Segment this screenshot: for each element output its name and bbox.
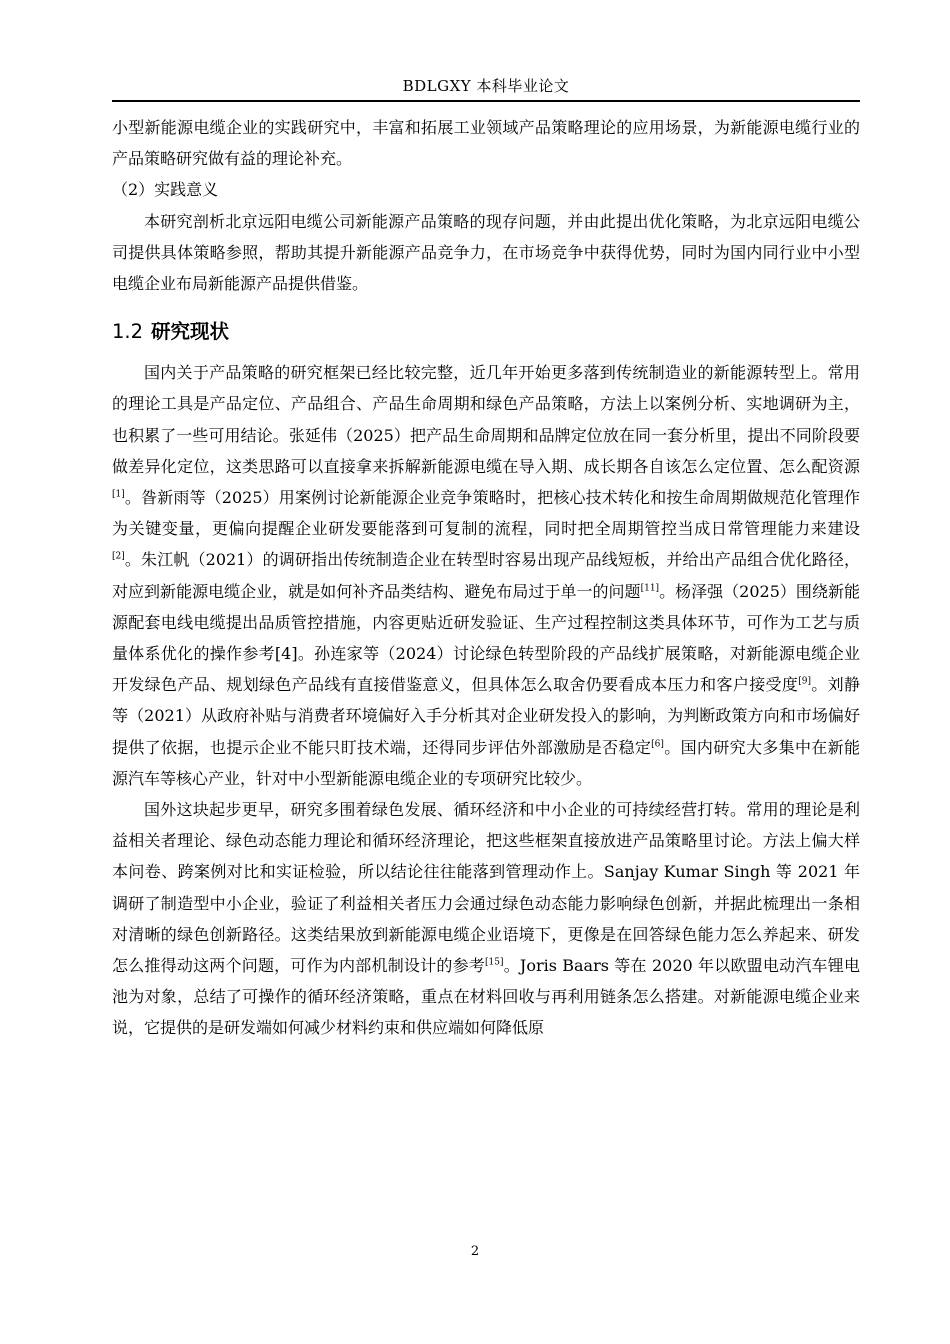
citation: [9] (798, 676, 811, 687)
section-number: 1.2 (112, 320, 144, 344)
text-run: 。朱江帆（2021）的调研指出传统制造企业在转型时容易出现产品线短板，并给出产品组合优化路径，对应到新能源电缆企业，就是如何补齐品类结构、避免布局过于单一的问题 (112, 550, 860, 601)
citation: [1] (112, 489, 125, 500)
paragraph-domestic-research (112, 357, 860, 794)
citation: [6] (651, 739, 664, 750)
text-run: 。刘静等（2021）从政府补贴与消费者环境偏好入手分析其对企业研发投入的影响，为判断政策方向和市场偏好提供了依据，也提示企业不能只盯技术端，还得同步评估外部激励是否稳定 (112, 675, 860, 757)
paragraph-foreign-research (112, 794, 860, 1044)
text-run: 。国内研究大多集中在新能源汽车等核心产业，针对中小型新能源电缆企业的专项研究比较少。 (112, 737, 860, 788)
text-run: 。Joris Baars 等在 2020 年以欧盟电动汽车锂电池为对象，总结了可操作的循环经济策略，重点在材料回收与再利用链条怎么搭建。对新能源电缆企业来说，它提供的是研发端如何减少材料约束和供应端如何降低原 (112, 956, 860, 1038)
running-header: BDLGXY 本科毕业论文 (402, 77, 570, 95)
citation: [2] (112, 552, 125, 563)
text-run: 国外这块起步更早，研究多围着绿色发展、循环经济和中小企业的可持续经营打转。常用的理论是利益相关者理论、绿色动态能力理论和循环经济理论，把这些框架直接放进产品策略里讨论。方法上偏大样本问卷、跨案例对比和实证检验，所以结论往往能落到管理动作上。Sanjay Kumar Singh 等 2021 年调研了制造型中小企业，验证了利益相关者压力会通过绿色动态能力影响绿色创新，并据此梳理出一条相对清晰的绿色创新路径。这类结果放到新能源电缆企业语境下，更像是在回答绿色能力怎么养起来、研发怎么推得动这两个问题，可作为内部机制设计的参考 (112, 800, 860, 976)
subheading-practical-significance: （2）实践意义 (112, 180, 219, 200)
text-run: 。杨泽强（2025）围绕新能源配套电线电缆提出品质管控措施，内容更贴近研发验证、生产过程控制这类具体环节，可作为工艺与质量体系优化的操作参考[4]。孙连家等（2024）讨论绿色转型阶段的产品线扩展策略，对新能源电缆企业开发绿色产品、规划绿色产品线有直接借鉴意义，但具体怎么取舍仍要看成本压力和客户接受度 (112, 581, 860, 695)
page-number: 2 (470, 1244, 480, 1259)
citation: [15] (485, 957, 504, 968)
body-text (112, 112, 860, 1044)
paragraph-continuation: 小型新能源电缆企业的实践研究中，丰富和拓展工业领域产品策略理论的应用场景，为新能源电缆行业的产品策略研究做有益的理论补充。 (112, 118, 860, 169)
paragraph-practical-significance: 本研究剖析北京远阳电缆公司新能源产品策略的现存问题，并由此提出优化策略，为北京远阳电缆公司提供具体策略参照，帮助其提升新能源产品竞争力，在市场竞争中获得优势，同时为国内同行业中小型电缆企业布局新能源产品提供借鉴。 (112, 211, 860, 294)
section-title: 研究现状 (151, 320, 230, 344)
text-run: 国内关于产品策略的研究框架已经比较完整，近几年开始更多落到传统制造业的新能源转型上。常用的理论工具是产品定位、产品组合、产品生命周期和绿色产品策略，方法上以案例分析、实地调研为主，也积累了一些可用结论。张延伟（2025）把产品生命周期和品牌定位放在同一套分析里，提出不同阶段要做差异化定位，这类思路可以直接拿来拆解新能源电缆在导入期、成长期各自该怎么定位置、怎么配资源 (112, 363, 860, 476)
text-run: 。昝新雨等（2025）用案例讨论新能源企业竞争策略时，把核心技术转化和按生命周期做规范化管理作为关键变量，更偏向提醒企业研发要能落到可复制的流程，同时把全周期管控当成日常管理能力来建设 (112, 488, 860, 539)
section-heading (112, 317, 860, 347)
header-rule (112, 100, 860, 102)
citation: [11] (640, 583, 660, 594)
